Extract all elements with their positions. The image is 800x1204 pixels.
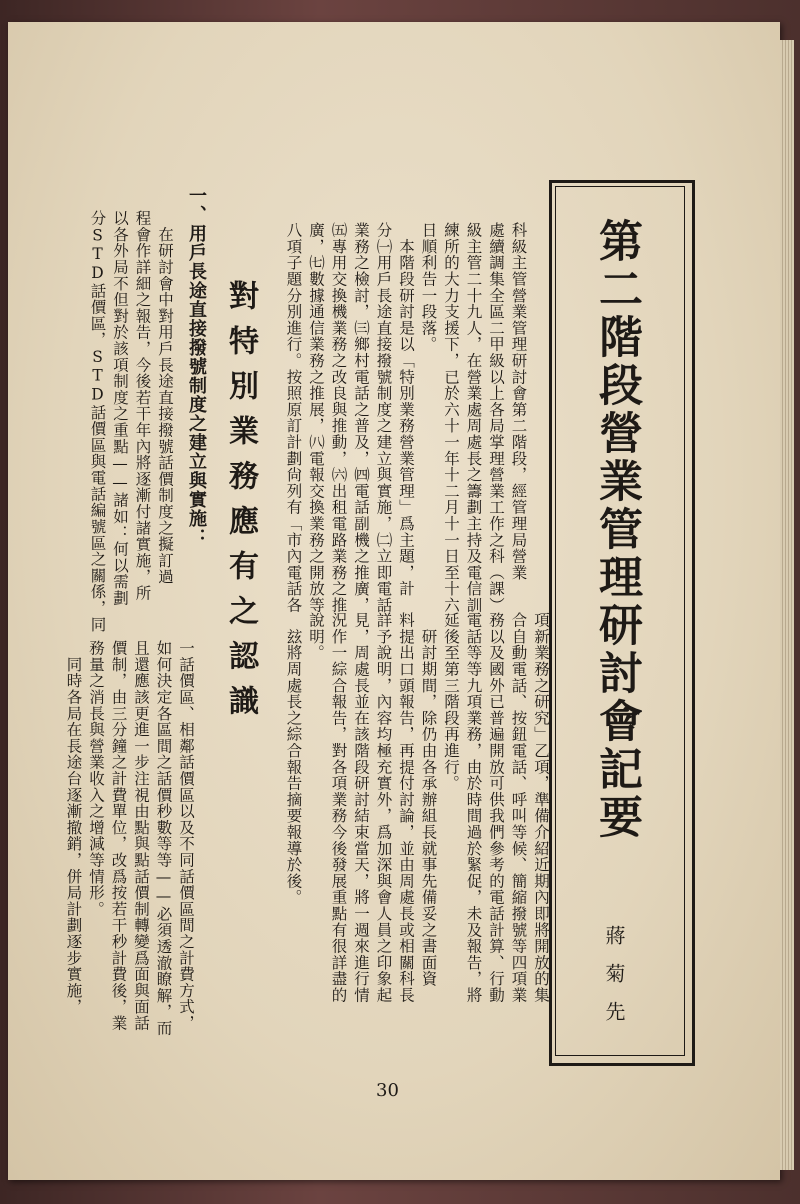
page-number: 30 xyxy=(376,1080,399,1101)
lower-paragraph-1-line-9: 見，周處長並在該階段研討結束當天，將一週來進行情 xyxy=(352,612,370,1004)
lower-paragraph-1-line-5: 延後至第三階段再進行。 xyxy=(442,612,460,792)
upper-paragraph-1-line-8: 業務之檢討，㈢鄉村電話之普及，㈣電話副機之推廣， xyxy=(352,222,370,614)
subsection-upper-text-line-2: 程會作詳細之報告，今後若干年內將逐漸付諸實施，所 xyxy=(133,210,152,602)
upper-paragraph-1-line-4: 練所的大力支援下，已於六十一年十二月十一日至十六 xyxy=(442,222,460,614)
page-edges xyxy=(780,40,794,1170)
lower-paragraph-1-line-1: 項新業務之研究」乙項，準備介紹近期內即將開放的集 xyxy=(532,612,550,1004)
lower-paragraph-1-line-8: 詳予說明，內容均極充實外，爲加深與會人員之印象起 xyxy=(374,612,393,1004)
subsection-lower-text-line-5: 務量之消長與營業收入之增減等情形。 xyxy=(87,640,105,918)
upper-paragraph-1-line-3: 級主管二十九人，在營業處周處長之籌劃主持及電信訓 xyxy=(464,222,483,614)
subsection-upper-text xyxy=(86,210,176,633)
subsection-upper-text-line-3: 以各外局不但對於該項制度之重點——諸如：何以需劃 xyxy=(111,210,129,607)
upper-paragraph-1-line-10: 廣，㈦數據通信業務之推展，㈧電報交換業務之開放等 xyxy=(307,222,325,614)
article-title: 第二階段營業管理研討會記要 xyxy=(591,218,642,842)
subsection-lower-text-line-6: 同時各局在長途台逐漸撤銷，併局計劃逐步實施， xyxy=(64,640,83,1015)
upper-paragraph-1-line-2: 處續調集全區二甲級以上各局掌理營業工作之科（課） xyxy=(487,222,505,614)
upper-paragraph-1-line-11: 八項子題分別進行。按照原訂計劃尙列有「市內電話各 xyxy=(284,222,303,614)
lower-paragraph-1-line-2: 合自動電話、按鈕電話、呼叫等候、簡縮撥號等四項業 xyxy=(509,612,528,1004)
upper-paragraph-1-line-1: 科級主管營業管理研討會第二階段，經管理局營業 xyxy=(509,222,528,581)
upper-paragraph-1-line-7: 分㈠用戶長途直接撥號制度之建立與實施，㈡立即電話 xyxy=(374,222,393,614)
subsection-upper-text-line-1: 在研討會中對用戶長途直接撥號話價制度之擬訂過 xyxy=(156,210,174,585)
section-heading: 對特別業務應有之認識 xyxy=(223,280,258,730)
lower-paragraph-1-line-11: 說明。 xyxy=(307,612,325,661)
lower-paragraph-1-line-10: 況作一綜合報告，對各項業務今後發展重點有很詳盡的 xyxy=(329,612,348,1004)
subsection-upper-text-line-4: 分STD話價區，STD話價區與電話編號區之關係，同 xyxy=(88,210,107,633)
lower-paragraph-1-line-6: 研討期間，除仍由各承辦組長就事先備妥之書面資 xyxy=(419,612,438,987)
upper-paragraph-1-line-6: 本階段研討是以「特別業務營業管理」爲主題，計 xyxy=(397,222,415,597)
author-name: 蔣菊先 xyxy=(602,925,626,1039)
subsection-lower-text-line-3: 且還應該更進一步注視由點與點話價制轉變爲面與面話 xyxy=(132,640,150,1032)
upper-paragraph-1 xyxy=(282,222,530,613)
lower-paragraph-1 xyxy=(282,612,552,1003)
subsection-heading: 一、用戶長途直接撥號制度之建立與實施： xyxy=(186,186,207,547)
lower-paragraph-1-line-3: 務以及國外已普遍開放可供我們參考的電話計算、行動 xyxy=(487,612,505,1004)
upper-paragraph-1-line-5: 日順利告一段落。 xyxy=(419,222,438,353)
subsection-lower-text xyxy=(62,640,197,1036)
lower-paragraph-1-line-7: 料提出口頭報告，再提付討論，並由周處長或相關科長 xyxy=(397,612,415,1004)
lower-paragraph-1-line-12: 玆將周處長之綜合報告摘要報導於後。 xyxy=(284,612,303,906)
subsection-lower-text-line-4: 價制，由三分鐘之計費單位，改爲按若干秒計費後，業 xyxy=(109,640,128,1032)
subsection-lower-text-line-1: 一話價區、相鄰話價區以及不同話價區間之計費方式， xyxy=(177,640,195,1032)
lower-paragraph-1-line-4: 電話等等九項業務，由於時間過於緊促，未及報告，將 xyxy=(464,612,483,1004)
upper-paragraph-1-line-9: ㈤專用交換機業務之改良與推動，㈥出租電路業務之推 xyxy=(329,222,348,614)
subsection-lower-text-line-2: 如何決定各區間之話價秒數等等——必須透澈瞭解，而 xyxy=(154,640,173,1037)
